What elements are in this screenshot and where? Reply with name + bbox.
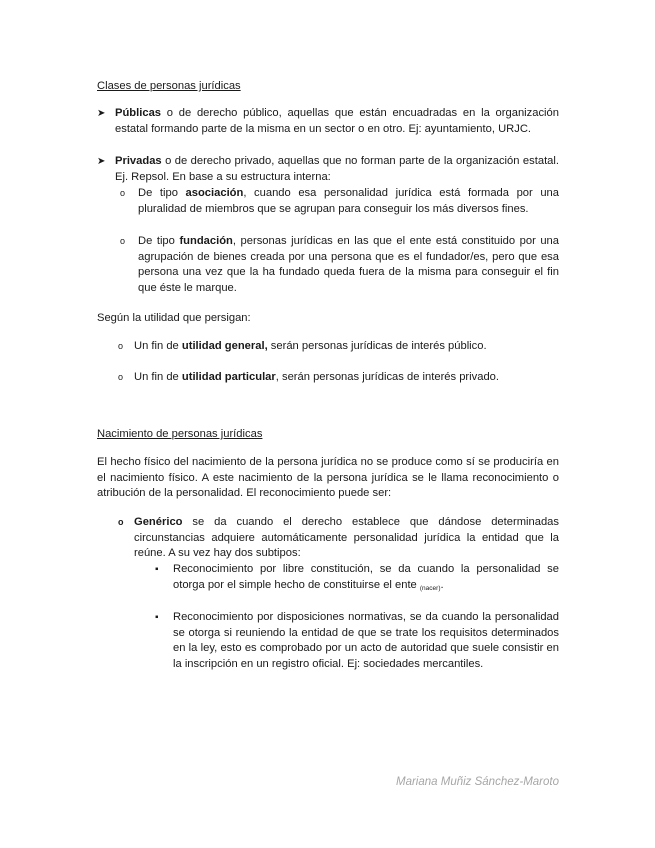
subtype-libre-constitucion: ▪ Reconocimiento por libre constitución, se da cuando la personalidad se otorga por el simple hecho de constituirse el ente (nacer). (155, 563, 559, 592)
nacimiento-intro: El hecho físico del nacimiento de la persona jurídica no se produce como sí se produciría en el nacimiento físico. A este nacimiento de la persona jurídica se le llama reconocimiento o atribución de la personalidad. El reconocimiento puede ser: (97, 456, 559, 500)
utilidad-intro: Según la utilidad que persigan: (97, 312, 251, 324)
term-fundacion: fundación (179, 235, 233, 247)
term-utilidad-general: utilidad general, (181, 340, 268, 352)
circle-bullet-icon: o (118, 372, 124, 382)
text-privadas: o de derecho privado, aquellas que no forman parte de la organización estatal. Ej. Repsol. En base a su estructura interna: (115, 155, 559, 183)
circle-bullet-icon: o (120, 236, 126, 246)
section-heading-clases: Clases de personas jurídicas (97, 80, 241, 92)
item-privadas (97, 154, 559, 185)
subtype-disposiciones-normativas: ▪ Reconocimiento por disposiciones normativas, se da cuando la personalidad se otorga si reuniendo la entidad de que se trate los requisitos determinados en la ley, esto es comprobado por un acto de autoridad que suele consistir en la inscripción en un registro oficial. Ej: sociedades mercantiles. (155, 611, 559, 670)
circle-bullet-icon: o (120, 188, 126, 198)
arrow-bullet-icon: ➤ (97, 156, 106, 167)
text-publicas: o de derecho público, aquellas que están encuadradas en la organización estatal formando parte de la misma en un sector o en otro. Ej: ayuntamiento, URJC. (115, 107, 559, 135)
item-publicas (97, 106, 559, 137)
term-publicas: Públicas (115, 107, 162, 119)
square-bullet-icon: ▪ (155, 612, 159, 623)
section-heading-nacimiento: Nacimiento de personas jurídicas (97, 428, 263, 440)
footer-author: Mariana Muñiz Sánchez-Maroto (396, 776, 559, 788)
item-fundacion: o De tipo fundación, personas jurídicas en las que el ente está constituido por una agrupación de bienes creada por una persona que es el fundador/es, pero que esa persona una vez que la ha fundado queda fuera de la misma para conseguir el fin que éste le marque. (120, 235, 560, 294)
term-privadas: Privadas (115, 155, 162, 167)
term-asociacion: asociación (185, 187, 244, 199)
square-bullet-icon: ▪ (155, 564, 159, 575)
term-generico: Genérico (134, 516, 183, 528)
item-generico: o Genérico se da cuando el derecho establece que dándose determinadas circunstancias adquiere automáticamente personalidad jurídica la entidad que la reúne. A su vez hay dos subtipos: (118, 516, 559, 560)
item-utilidad-general: o Un fin de utilidad general, serán personas jurídicas de interés público. (134, 339, 559, 355)
small-nacer: (nacer) (419, 584, 441, 592)
item-asociacion: o De tipo asociación, cuando esa personalidad jurídica está formada por una pluralidad de miembros que se agrupan para conseguir los más diversos fines. (120, 187, 559, 215)
circle-bullet-icon: o (118, 517, 124, 527)
arrow-bullet-icon: ➤ (97, 108, 106, 119)
circle-bullet-icon: o (118, 341, 124, 351)
term-utilidad-particular: utilidad particular (181, 371, 276, 383)
item-utilidad-particular: o Un fin de utilidad particular, serán personas jurídicas de interés privado. (134, 370, 559, 386)
